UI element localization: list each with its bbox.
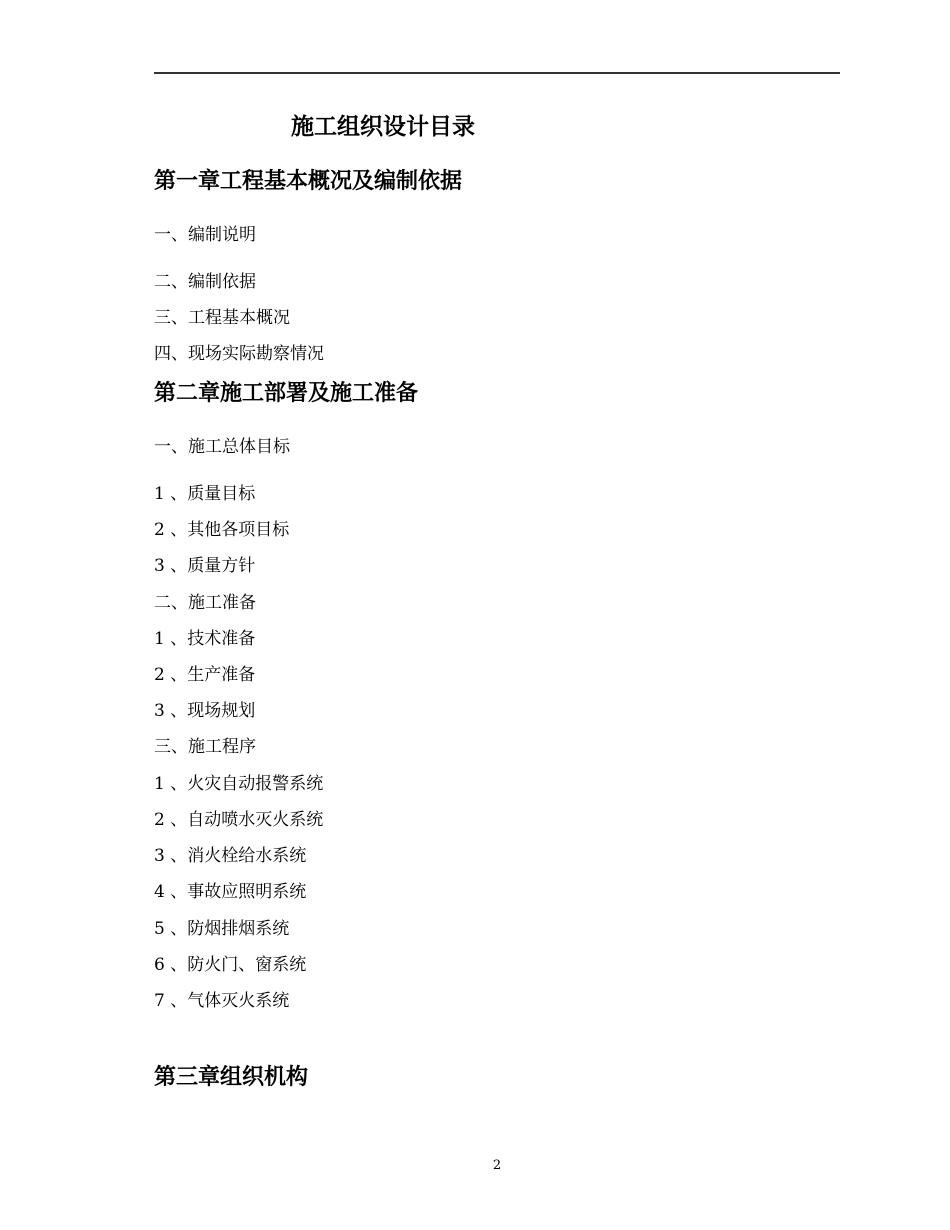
- header-rule: [154, 72, 840, 74]
- chapter-3-heading: 第三章组织机构: [154, 1064, 309, 1090]
- toc-entry: 一、编制说明: [154, 225, 256, 245]
- toc-entry: 2 、其他各项目标: [154, 520, 290, 540]
- toc-entry: 一、施工总体目标: [154, 437, 290, 457]
- toc-entry: 5 、防烟排烟系统: [154, 919, 290, 939]
- page-number: 2: [492, 1158, 502, 1173]
- toc-entry: 二、施工准备: [154, 593, 256, 613]
- toc-entry: 4 、事故应照明系统: [154, 882, 307, 902]
- document-title: 施工组织设计目录: [291, 113, 475, 140]
- chapter-2-heading: 第二章施工部署及施工准备: [154, 380, 419, 406]
- toc-entry: 2 、自动喷水灭火系统: [154, 810, 324, 830]
- toc-entry: 1 、质量目标: [154, 484, 256, 504]
- toc-entry: 三、工程基本概况: [154, 308, 290, 328]
- toc-entry: 3 、现场规划: [154, 701, 256, 721]
- toc-entry: 1 、火灾自动报警系统: [154, 774, 324, 794]
- toc-entry: 三、施工程序: [154, 737, 256, 757]
- toc-entry: 1 、技术准备: [154, 629, 256, 649]
- toc-entry: 3 、质量方针: [154, 556, 256, 576]
- toc-entry: 二、编制依据: [154, 272, 256, 292]
- toc-entry: 四、现场实际勘察情况: [154, 344, 324, 364]
- toc-entry: 7 、气体灭火系统: [154, 991, 290, 1011]
- toc-entry: 3 、消火栓给水系统: [154, 846, 307, 866]
- toc-entry: 6 、防火门、窗系统: [154, 955, 307, 975]
- chapter-1-heading: 第一章工程基本概况及编制依据: [154, 168, 463, 194]
- toc-entry: 2 、生产准备: [154, 665, 256, 685]
